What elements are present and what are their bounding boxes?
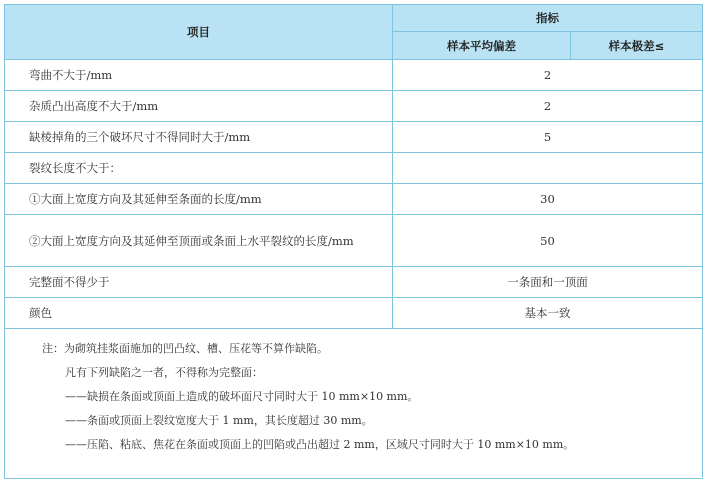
note-line: 注：为砌筑挂浆面施加的凹凸纹、槽、压花等不算作缺陷。 [42, 342, 328, 355]
table-row [5, 91, 703, 122]
row-item: 弯曲不大于/mm [5, 60, 393, 91]
row-value [393, 153, 703, 184]
row-item: ①大面上宽度方向及其延伸至条面的长度/mm [5, 184, 393, 215]
note-line: ——压陷、粘底、焦花在条面或顶面上的凹陷或凸出超过 2 mm，区域尺寸同时大于 10 mm×10 mm。 [65, 438, 575, 451]
row-item: 杂质凸出高度不大于/mm [5, 91, 393, 122]
row-value: 基本一致 [393, 298, 703, 329]
row-item: 颜色 [5, 298, 393, 329]
table-row [5, 298, 703, 329]
note-line: ——缺损在条面或顶面上造成的破坏面尺寸同时大于 10 mm×10 mm。 [65, 390, 419, 403]
row-value: 一条面和一顶面 [393, 267, 703, 298]
notes-cell [5, 329, 703, 479]
table-row [5, 267, 703, 298]
row-value: 2 [393, 60, 703, 91]
header-item: 项目 [5, 5, 393, 60]
row-value: 50 [393, 215, 703, 267]
row-value: 5 [393, 122, 703, 153]
header-sample-mean-deviation: 样本平均偏差 [393, 32, 571, 60]
row-item: 裂纹长度不大于： [5, 153, 393, 184]
row-item: 缺棱掉角的三个破坏尺寸不得同时大于/mm [5, 122, 393, 153]
notes-row [5, 329, 703, 479]
standards-table [4, 4, 703, 479]
table-row [5, 215, 703, 267]
table-row [5, 122, 703, 153]
row-value: 2 [393, 91, 703, 122]
header-sample-range: 样本极差≤ [571, 32, 703, 60]
table-row [5, 153, 703, 184]
table-row [5, 184, 703, 215]
note-line: ——条面或顶面上裂纹宽度大于 1 mm，其长度超过 30 mm。 [65, 414, 373, 427]
row-item: ②大面上宽度方向及其延伸至顶面或条面上水平裂纹的长度/mm [5, 215, 393, 267]
table-row [5, 60, 703, 91]
row-value: 30 [393, 184, 703, 215]
note-line: 凡有下列缺陷之一者，不得称为完整面： [65, 366, 263, 379]
header-indicator: 指标 [393, 5, 703, 32]
row-item: 完整面不得少于 [5, 267, 393, 298]
